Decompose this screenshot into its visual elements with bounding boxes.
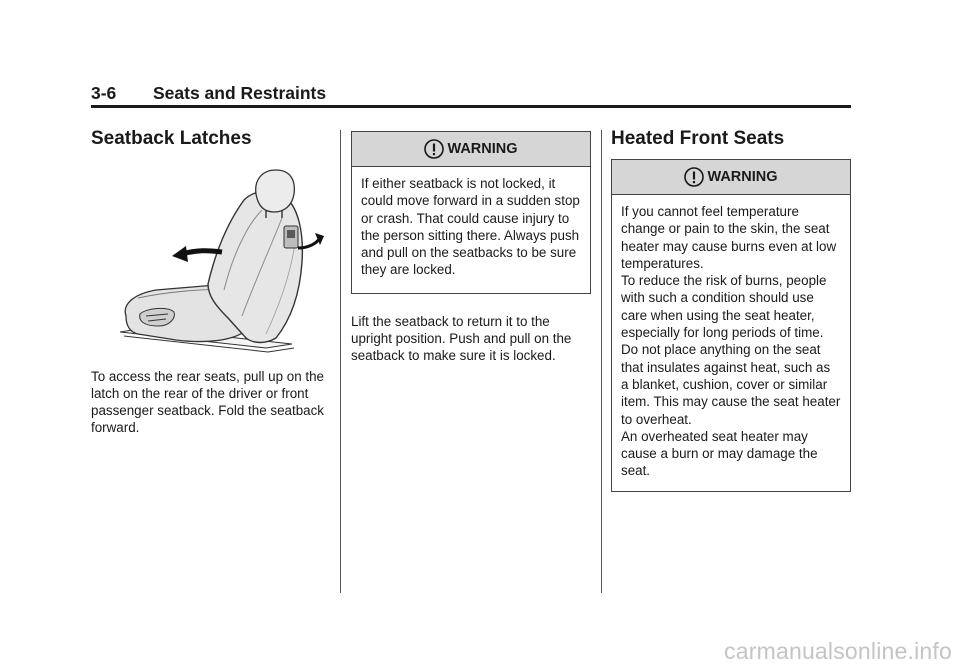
warning-header [352,132,590,167]
seatback-latches-heading: Seatback Latches [91,128,252,149]
warning-icon [684,167,704,187]
page-header [91,82,851,108]
watermark: carmanualsonline.info [724,638,952,664]
seatback-return-text: Lift the seatback to return it to the upright position. Push and pull on the seatback to make sure it is locked. [351,314,572,363]
warning-text-3: An overheated seat heater may cause a burn or may damage the seat. [621,428,818,479]
warning-title: WARNING [447,141,518,157]
chapter-title: Seats and Restraints [153,83,327,103]
seatback-latches-text: To access the rear seats, pull up on the latch on the rear of the driver or front passenger seatback. Fold the seatback forward. [91,369,324,435]
heated-seats-warning-box [611,159,851,492]
column-divider-left [340,130,341,593]
warning-text: If either seatback is not locked, it could move forward in a sudden stop or crash. That could cause injury to the person sitting there. Always push and pull on the seatbacks to be sure they are locked. [361,176,580,278]
warning-icon [424,139,444,159]
page-number: 3-6 [91,83,117,103]
heated-front-seats-heading: Heated Front Seats [611,128,785,149]
seat-illustration [116,166,328,356]
warning-title: WARNING [707,169,778,185]
warning-text-2: To reduce the risk of burns, people with such a condition should use care when using the seat heater, especially for long periods of time. Do not place anything on the seat that insulates against heat, such as a blanket, cushion, cover or similar item. This may cause the seat heater to overheat. [621,273,841,427]
warning-header [612,160,850,195]
column-divider-right [601,130,602,593]
warning-text-1: If you cannot feel temperature change or pain to the skin, the seat heater may cause burns even at low temperatures. [621,204,837,271]
seatback-warning-box [351,131,591,294]
